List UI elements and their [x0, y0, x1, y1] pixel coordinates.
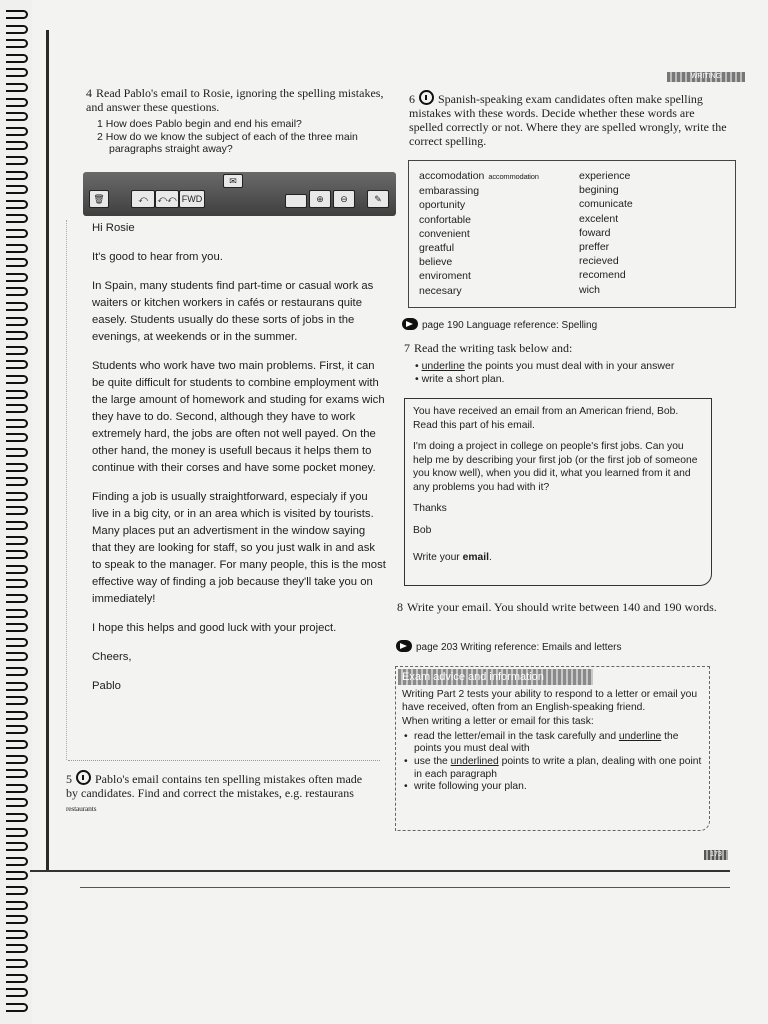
question-7: 7 Read the writing task below and:: [404, 341, 573, 355]
question-8: 8 Write your email. You should write between 140 and 190 words.: [397, 600, 717, 614]
email-left-edge: [66, 220, 81, 760]
binding-coil: [6, 959, 28, 968]
page-bottom-rule: [30, 870, 730, 872]
binding-coil: [6, 463, 28, 472]
binding-coil: [6, 521, 28, 530]
binding-coil: [6, 842, 28, 851]
binding-coil: [6, 638, 28, 647]
binding-coil: [6, 25, 28, 34]
spelling-word: accomodation accommodation: [419, 170, 539, 182]
exam-advice-item-3: • write following your plan.: [414, 781, 703, 794]
question-4: 4 Read Pablo's email to Rosie, ignoring the spelling mistakes, and answer these questions.: [86, 86, 384, 114]
binding-coil: [6, 419, 28, 428]
question-4-sub-1: 1 How does Pablo begin and end his email?: [97, 118, 302, 130]
question-5: 5 Pablo's email contains ten spelling mistakes often made by candidates. Find and correct the mistakes, e.g. restaurans restaurants: [66, 772, 363, 813]
binding-coil: [6, 287, 28, 296]
binding-coil: [6, 930, 28, 939]
exam-advice-box: [395, 666, 710, 831]
binding-coil: [6, 127, 28, 136]
spiral-binding: [0, 0, 32, 1024]
binding-coil: [6, 317, 28, 326]
binding-coil: [6, 141, 28, 150]
binding-coil: [6, 652, 28, 661]
spelling-word: enviroment: [419, 270, 471, 283]
binding-coil: [6, 214, 28, 223]
exam-advice-item-2: • use the underlined points to write a plan, dealing with one point in each paragraph: [414, 756, 703, 781]
email-bottom-edge: [68, 760, 380, 761]
spelling-word: convenient: [419, 227, 470, 240]
task-email-body: I'm doing a project in college on people's first jobs. Can you help me by describing your first job (or the first job of someone you know well), when you did it, what you learned from it and any problems you had with it?: [413, 441, 698, 493]
task-thanks: Thanks: [413, 503, 447, 514]
compose-icon[interactable]: ✎: [367, 190, 389, 208]
binding-coil: [6, 871, 28, 880]
envelope-icon: ✉: [223, 174, 243, 188]
spelling-word: wich: [579, 283, 601, 296]
binding-coil: [6, 185, 28, 194]
question-7-bullets: [415, 360, 674, 386]
binding-coil: [6, 915, 28, 924]
binding-coil: [6, 550, 28, 559]
question-7-bullet-1: • underline the points you must deal with in your answer: [415, 360, 674, 373]
task-name: Bob: [413, 524, 432, 536]
binding-coil: [6, 98, 28, 107]
exam-icon: [76, 770, 91, 785]
spelling-word: recomend: [579, 269, 626, 282]
spelling-word: foward: [579, 226, 611, 239]
spelling-word: comunicate: [579, 198, 633, 211]
page-bottom-edge: [80, 887, 730, 888]
question-4-sub-2: 2 How do we know the subject of each of the three main paragraphs straight away?: [97, 130, 358, 155]
trash-icon[interactable]: 🗑: [89, 190, 109, 208]
binding-coil: [6, 813, 28, 822]
example-correction: restaurants: [66, 804, 97, 813]
margin-line: [46, 30, 49, 870]
binding-coil: [6, 10, 28, 19]
binding-coil: [6, 536, 28, 545]
email-body: [92, 220, 387, 707]
binding-coil: [6, 273, 28, 282]
binding-coil: [6, 433, 28, 442]
exam-advice-when: When writing a letter or email for this task:: [402, 716, 594, 728]
email-paragraph-3: Students who work have two main problems. First, it can be quite difficult for students to combine employment with the large amount of homework and studing for exams wich they have to do. Second, although they have to work extremely hard, the jobs are often not well payed. On the other hand, the money is usefull becaus it helps them to continue with their corses and have some pocket money.: [92, 360, 385, 474]
binding-coil: [6, 302, 28, 311]
email-paragraph-2: In Spain, many students find part-time or casual work as waiters or kitchen workers in cafés or restaurans quite easely. Students usually do these sorts of jobs in the evenings, at weekends or in the summer.: [92, 280, 374, 343]
binding-coil: [6, 725, 28, 734]
exam-advice-title: Exam advice and information: [398, 669, 593, 685]
question-4-subquestions: [97, 118, 397, 156]
binding-coil: [6, 54, 28, 63]
binding-coil: [6, 609, 28, 618]
binding-coil: [6, 784, 28, 793]
spelling-word: preffer: [579, 241, 610, 254]
arrow-icon: [396, 640, 412, 652]
forward-button[interactable]: FWD: [179, 190, 205, 208]
binding-coil: [6, 331, 28, 340]
email-closing: Cheers,: [92, 651, 132, 663]
binding-coil: [6, 667, 28, 676]
right-word-list: [579, 169, 633, 297]
binding-coil: [6, 1003, 28, 1012]
binding-coil: [6, 244, 28, 253]
binding-coil: [6, 565, 28, 574]
task-instruction: Write your email.: [413, 552, 492, 563]
binding-coil: [6, 988, 28, 997]
binding-coil: [6, 39, 28, 48]
zoom-out-icon[interactable]: ⊖: [333, 190, 355, 208]
binding-coil: [6, 390, 28, 399]
reply-all-icon[interactable]: ⤺⤺: [155, 190, 179, 208]
writing-task-box: [404, 398, 712, 586]
binding-coil: [6, 506, 28, 515]
spelling-word: excelent: [579, 212, 619, 225]
section-header-tag: WRITING: [667, 72, 745, 82]
binding-coil: [6, 448, 28, 457]
binding-coil: [6, 375, 28, 384]
task-intro: You have received an email from an American friend, Bob. Read this part of his email.: [413, 406, 679, 431]
binding-coil: [6, 886, 28, 895]
binding-coil: [6, 171, 28, 180]
page-number: 173: [704, 850, 728, 860]
email-paragraph-4: Finding a job is usually straightforward, especialy if you live in a big city, or in an area which is visited by tourists. Many places put an advertisment in the window saying that they are looking for staff, so you just walk in and ask to speak to the manager. For many people, this is the most effective way of finding a job because they'll take you on immediately!: [92, 491, 386, 605]
question-6: 6 Spanish-speaking exam candidates often make spelling mistakes with these words. Decide whether these words are spelled correctly or not. Where they are spelled wrongly, write the correct spelling.: [409, 92, 727, 148]
spelling-word: necesary: [419, 284, 462, 297]
reply-icon[interactable]: ⤺: [131, 190, 155, 208]
spelling-words-box: [408, 160, 736, 308]
language-reference-link[interactable]: page 190 Language reference: Spelling: [402, 318, 597, 332]
exam-icon: [419, 90, 434, 105]
spelling-word: embarassing: [419, 185, 480, 198]
binding-coil: [6, 755, 28, 764]
binding-coil: [6, 477, 28, 486]
spelling-word: oportunity: [419, 199, 466, 212]
binding-coil: [6, 769, 28, 778]
email-greeting: Hi Rosie: [92, 222, 135, 234]
exam-advice-item-1: • read the letter/email in the task carefully and underline the points you must deal with: [414, 731, 703, 756]
binding-coil: [6, 346, 28, 355]
binding-coil: [6, 360, 28, 369]
left-word-list: [419, 169, 539, 298]
email-paragraph-1: It's good to hear from you.: [92, 251, 223, 263]
binding-coil: [6, 623, 28, 632]
binding-coil: [6, 711, 28, 720]
binding-coil: [6, 68, 28, 77]
binding-coil: [6, 579, 28, 588]
question-7-bullet-2: • write a short plan.: [415, 373, 674, 386]
spelling-word: experience: [579, 170, 631, 182]
email-paragraph-5: I hope this helps and good luck with your project.: [92, 622, 337, 634]
blank-button[interactable]: [285, 194, 307, 208]
binding-coil: [6, 798, 28, 807]
binding-coil: [6, 229, 28, 238]
binding-coil: [6, 682, 28, 691]
binding-coil: [6, 696, 28, 705]
email-signature: Pablo: [92, 680, 121, 692]
zoom-in-icon[interactable]: ⊕: [309, 190, 331, 208]
writing-reference-link[interactable]: page 203 Writing reference: Emails and letters: [396, 640, 621, 654]
email-toolbar: [83, 172, 396, 216]
spelling-word: confortable: [419, 213, 471, 226]
binding-coil: [6, 740, 28, 749]
spelling-word: begining: [579, 184, 619, 197]
binding-coil: [6, 974, 28, 983]
spelling-word: greatful: [419, 242, 455, 255]
binding-coil: [6, 156, 28, 165]
arrow-icon: [402, 318, 418, 330]
binding-coil: [6, 200, 28, 209]
binding-coil: [6, 594, 28, 603]
spelling-word: believe: [419, 256, 453, 269]
binding-coil: [6, 857, 28, 866]
binding-coil: [6, 492, 28, 501]
binding-coil: [6, 83, 28, 92]
binding-coil: [6, 944, 28, 953]
binding-coil: [6, 404, 28, 413]
binding-coil: [6, 258, 28, 267]
exam-advice-list: [402, 731, 703, 794]
spelling-word: recieved: [579, 255, 619, 268]
exam-advice-intro: Writing Part 2 tests your ability to respond to a letter or email you have received, often from an English-speaking friend.: [402, 689, 698, 713]
binding-coil: [6, 901, 28, 910]
binding-coil: [6, 112, 28, 121]
binding-coil: [6, 828, 28, 837]
handwritten-correction: accommodation: [488, 172, 539, 181]
